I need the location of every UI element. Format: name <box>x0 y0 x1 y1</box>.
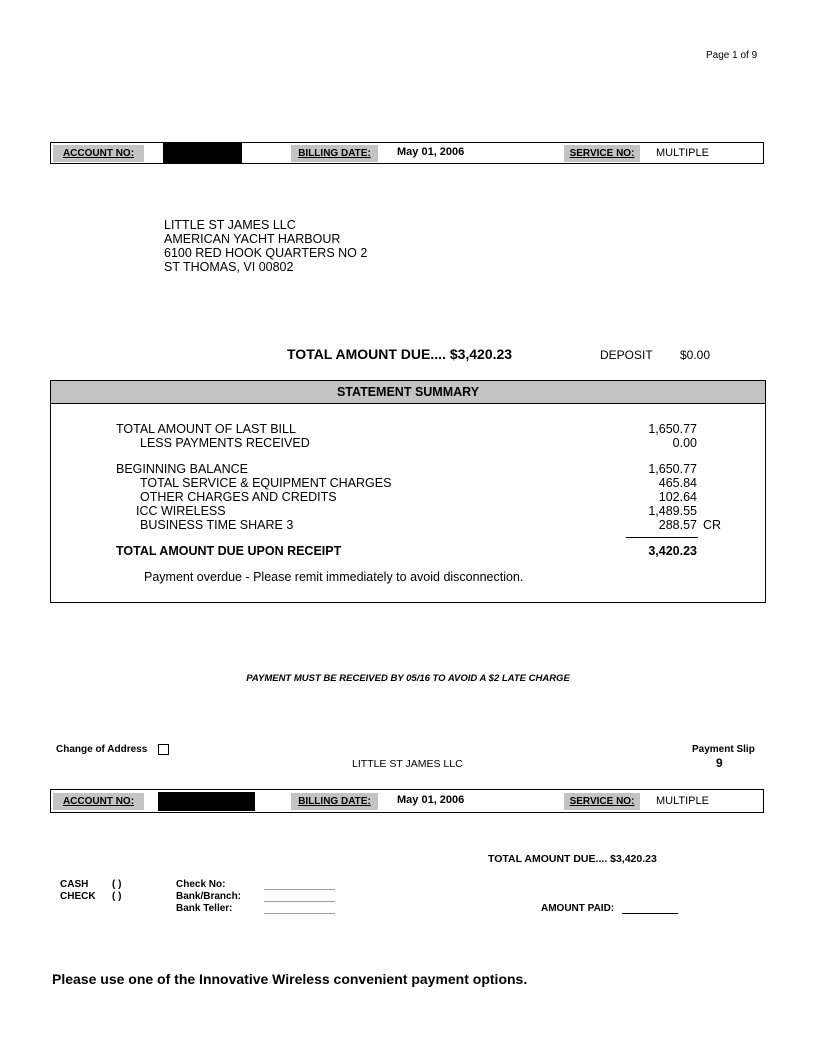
late-charge-notice: PAYMENT MUST BE RECEIVED BY 05/16 TO AVOID A $2 LATE CHARGE <box>246 673 570 684</box>
summary-row-value: 1,489.55 <box>648 504 697 518</box>
bank-teller-field[interactable] <box>264 913 335 914</box>
summary-row-label: ICC WIRELESS <box>136 504 226 518</box>
service-no-label: SERVICE NO: <box>564 145 640 162</box>
account-no-label: ACCOUNT NO: <box>53 793 144 810</box>
account-header-bar <box>50 142 764 164</box>
summary-row-label: TOTAL SERVICE & EQUIPMENT CHARGES <box>140 476 392 490</box>
slip-total-due-amount: $3,420.23 <box>610 853 657 865</box>
address-line: LITTLE ST JAMES LLC <box>164 218 296 232</box>
check-label: CHECK <box>60 891 96 902</box>
address-line: 6100 RED HOOK QUARTERS NO 2 <box>164 246 368 260</box>
summary-total-value: 3,420.23 <box>648 544 697 558</box>
payment-options-footer: Please use one of the Innovative Wireless convenient payment options. <box>52 971 528 987</box>
slip-customer-name: LITTLE ST JAMES LLC <box>352 758 463 770</box>
payment-slip-number: 9 <box>716 756 723 770</box>
summary-row-value: 102.64 <box>658 490 697 504</box>
service-no-label: SERVICE NO: <box>564 793 640 810</box>
address-line: AMERICAN YACHT HARBOUR <box>164 232 341 246</box>
page-number: Page 1 of 9 <box>706 50 758 61</box>
statement-summary <box>50 380 766 603</box>
account-number-redaction <box>163 143 242 163</box>
bank-branch-label: Bank/Branch: <box>176 891 242 902</box>
statement-summary-title: STATEMENT SUMMARY <box>51 381 765 404</box>
amount-paid-field[interactable] <box>622 913 678 914</box>
service-no-value: MULTIPLE <box>656 147 709 159</box>
summary-row-label: LESS PAYMENTS RECEIVED <box>140 436 310 450</box>
summary-row-label: BUSINESS TIME SHARE 3 <box>140 518 294 532</box>
summary-row-label: BEGINNING BALANCE <box>116 462 248 476</box>
amount-paid-label: AMOUNT PAID: <box>541 903 615 914</box>
change-of-address-label: Change of Address <box>56 744 148 755</box>
billing-date-label: BILLING DATE: <box>291 793 378 810</box>
slip-total-due <box>488 853 657 865</box>
summary-row-label: OTHER CHARGES AND CREDITS <box>140 490 337 504</box>
summary-row-label: TOTAL AMOUNT OF LAST BILL <box>116 422 296 436</box>
summary-total-label: TOTAL AMOUNT DUE UPON RECEIPT <box>116 544 342 558</box>
customer-address <box>164 218 367 274</box>
summary-row-value: 465.84 <box>658 476 697 490</box>
summary-row-value: 1,650.77 <box>648 462 697 476</box>
total-due-label: TOTAL AMOUNT DUE.... <box>287 346 446 362</box>
total-divider <box>626 537 698 538</box>
cash-option[interactable]: ( ) <box>112 879 122 890</box>
cash-label: CASH <box>60 879 89 890</box>
account-no-label: ACCOUNT NO: <box>53 145 144 162</box>
service-no-value: MULTIPLE <box>656 795 709 807</box>
billing-date-value: May 01, 2006 <box>397 794 465 806</box>
billing-date-value: May 01, 2006 <box>397 146 465 158</box>
bank-branch-field[interactable] <box>264 901 335 902</box>
payment-slip-label: Payment Slip <box>692 744 755 755</box>
deposit-amount: $0.00 <box>680 348 711 362</box>
change-of-address-checkbox[interactable] <box>158 744 169 755</box>
check-no-field[interactable] <box>264 889 335 890</box>
summary-row-value: 1,650.77 <box>648 422 697 436</box>
total-amount-due <box>287 346 512 362</box>
bank-teller-label: Bank Teller: <box>176 903 233 914</box>
slip-account-bar <box>50 789 764 813</box>
account-number-redaction <box>158 792 255 811</box>
deposit-label: DEPOSIT <box>600 348 653 362</box>
check-no-label: Check No: <box>176 879 226 890</box>
address-line: ST THOMAS, VI 00802 <box>164 260 294 274</box>
check-option[interactable]: ( ) <box>112 891 122 902</box>
credit-suffix: CR <box>703 518 722 532</box>
billing-date-label: BILLING DATE: <box>291 145 378 162</box>
overdue-notice: Payment overdue - Please remit immediately to avoid disconnection. <box>144 570 524 584</box>
slip-total-due-label: TOTAL AMOUNT DUE.... <box>488 853 608 865</box>
summary-row-value: 0.00 <box>672 436 697 450</box>
total-due-amount: $3,420.23 <box>449 346 513 362</box>
summary-row-value: 288.57 <box>658 518 697 532</box>
